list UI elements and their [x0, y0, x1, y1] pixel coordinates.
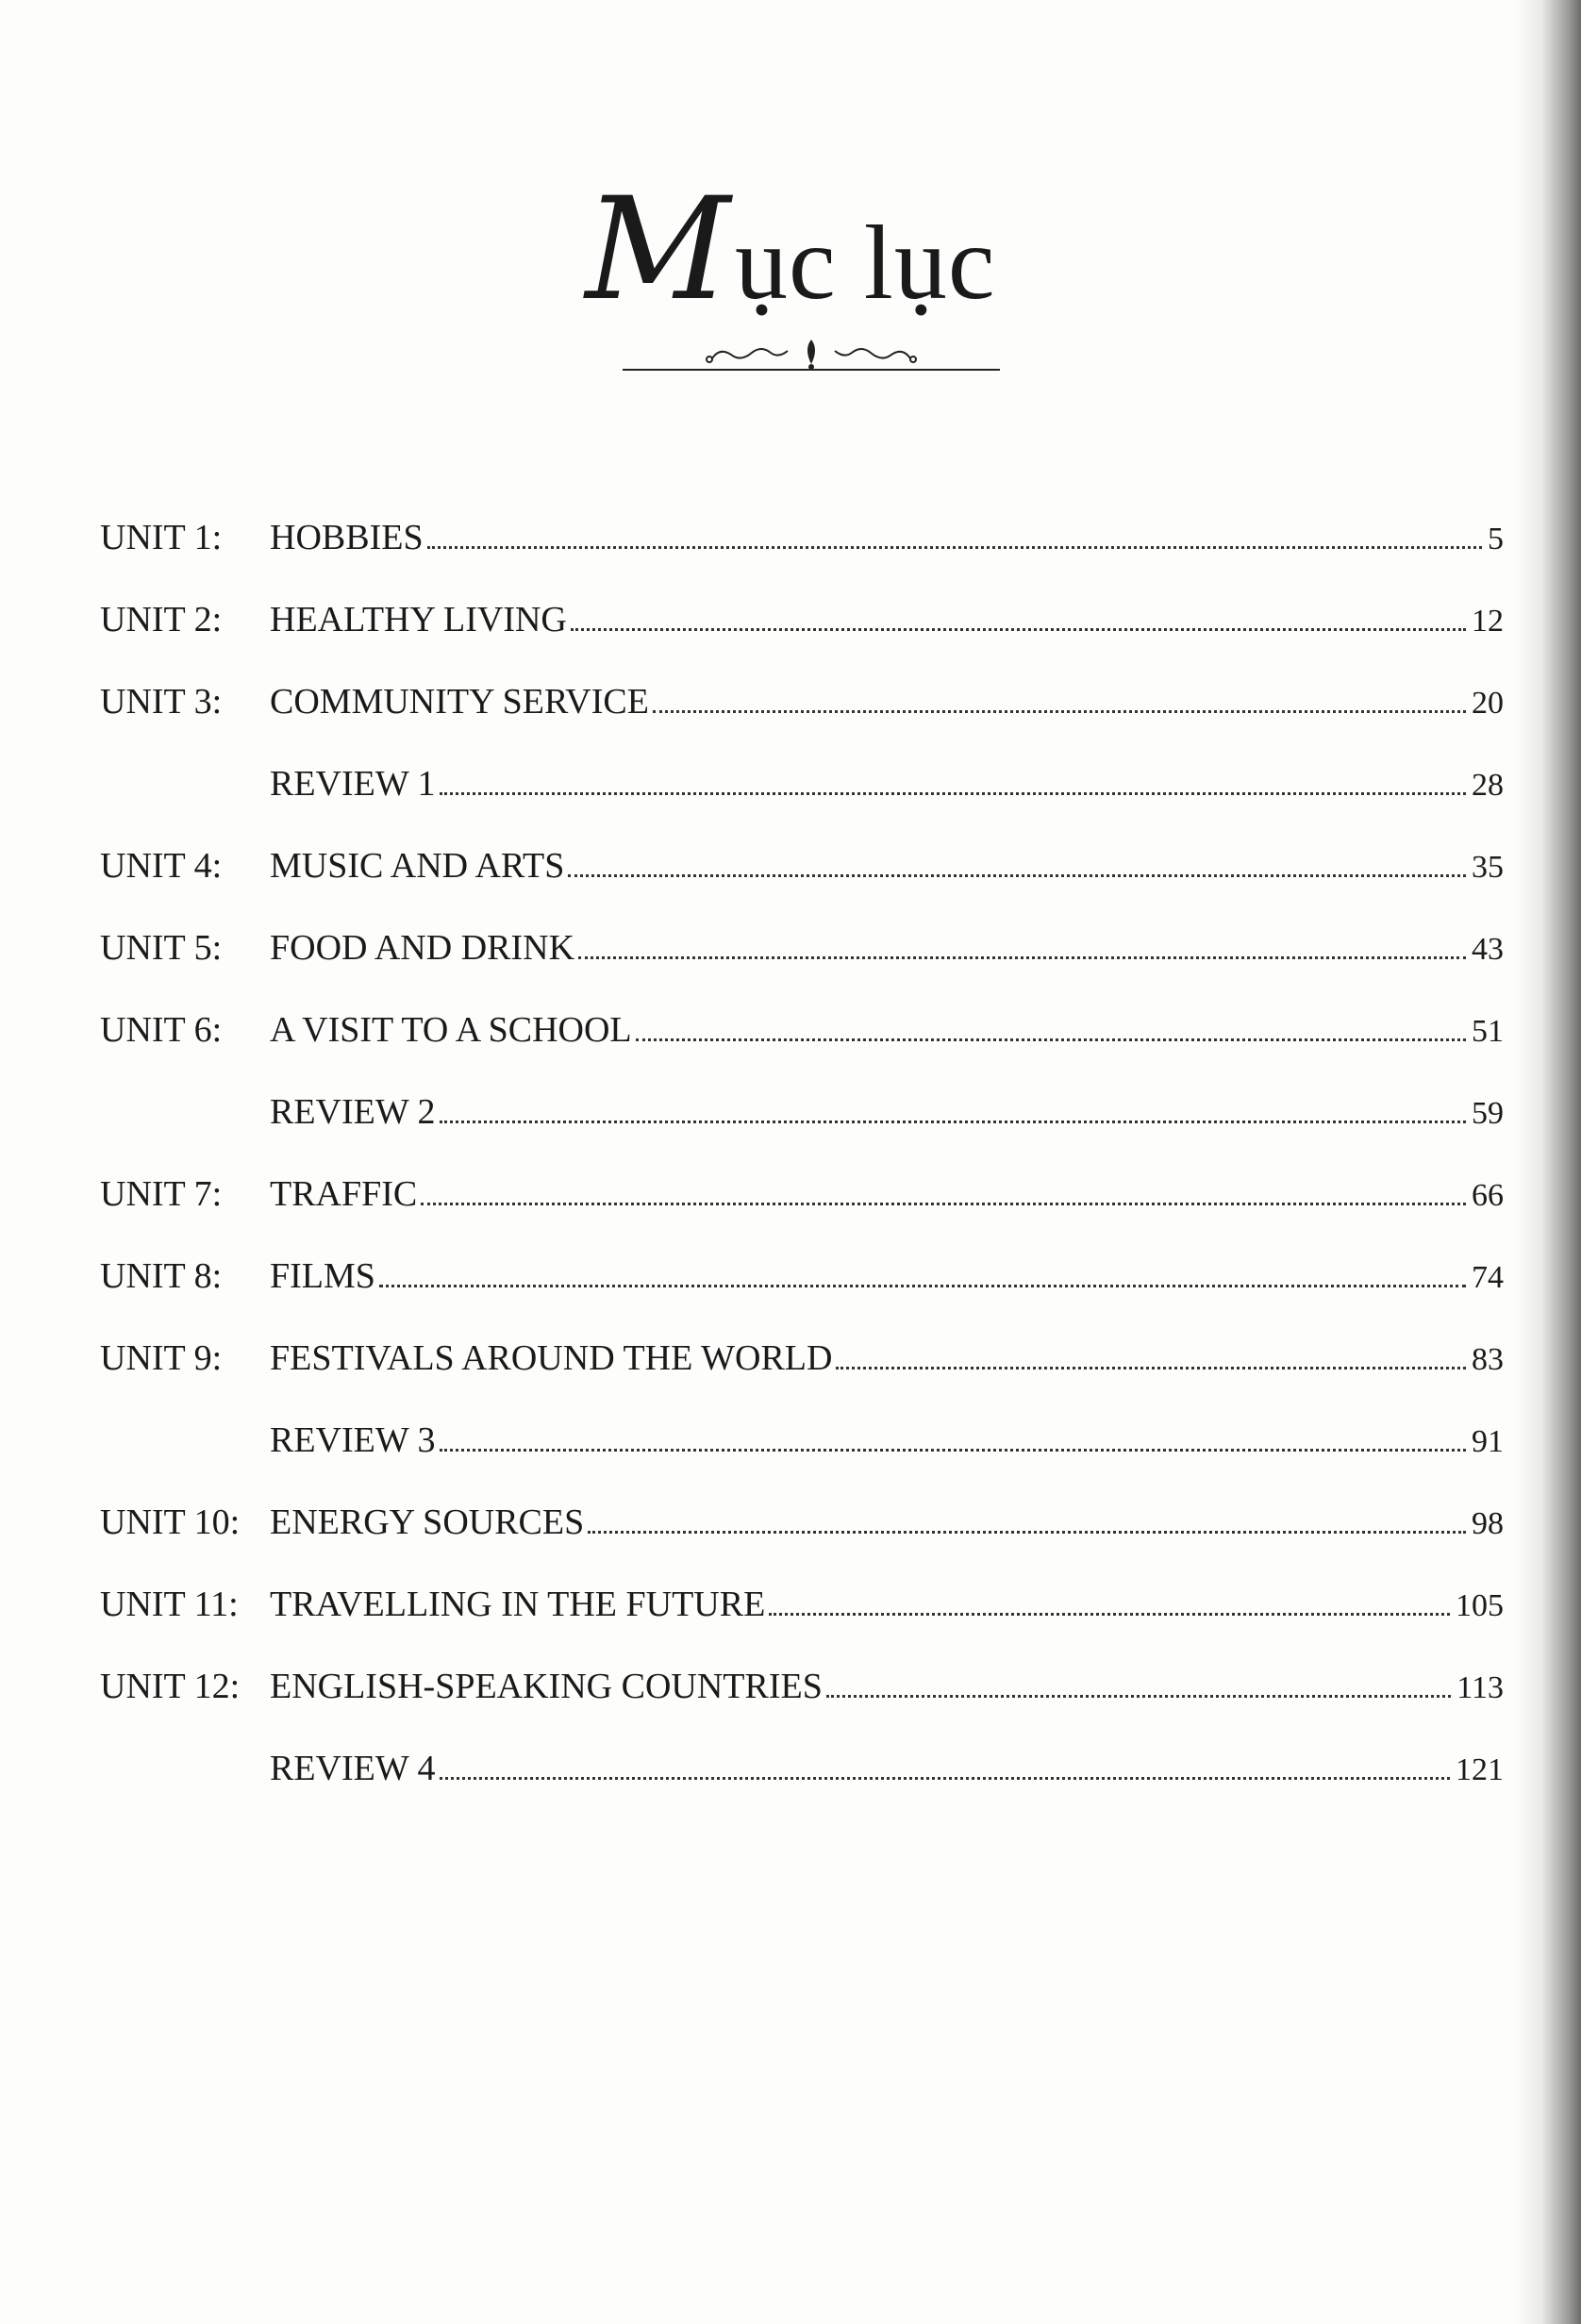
toc-dot-leader [588, 1531, 1466, 1534]
toc-row[interactable] [100, 517, 1504, 599]
toc-dot-leader [571, 628, 1466, 631]
toc-title: FILMS [270, 1256, 375, 1296]
toc-title: HOBBIES [270, 518, 424, 557]
toc-unit-label: UNIT 6: [100, 1010, 223, 1050]
toc-dot-leader [379, 1285, 1466, 1287]
toc-page-number: 66 [1472, 1178, 1504, 1213]
toc-row[interactable] [100, 599, 1504, 681]
toc-unit-label: UNIT 9: [100, 1338, 223, 1378]
toc-dot-leader [440, 1777, 1450, 1780]
toc-dot-leader [653, 710, 1466, 713]
toc-row[interactable] [100, 1173, 1504, 1255]
toc-dot-leader [826, 1695, 1451, 1698]
toc-row[interactable] [100, 763, 1504, 845]
toc-row[interactable] [100, 681, 1504, 763]
toc-unit-label: UNIT 2: [100, 600, 223, 639]
toc-page-number: 35 [1472, 850, 1504, 885]
toc-page-number: 12 [1472, 604, 1504, 639]
toc-dot-leader [578, 956, 1466, 959]
toc-row[interactable] [100, 845, 1504, 927]
toc-title: REVIEW 4 [270, 1749, 436, 1788]
toc-title: ENGLISH-SPEAKING COUNTRIES [270, 1667, 823, 1706]
toc-dot-leader [769, 1613, 1450, 1616]
toc-unit-label: UNIT 3: [100, 682, 223, 722]
toc-row[interactable] [100, 1748, 1504, 1830]
toc-row[interactable] [100, 927, 1504, 1009]
toc-dot-leader [440, 1120, 1466, 1123]
toc-dot-leader [440, 1449, 1466, 1452]
toc-page-number: 28 [1472, 768, 1504, 803]
toc-unit-label: UNIT 8: [100, 1256, 223, 1296]
toc-page-number: 5 [1488, 522, 1504, 556]
toc-row[interactable] [100, 1091, 1504, 1173]
table-of-contents [100, 517, 1504, 1830]
toc-dot-leader [427, 546, 1482, 549]
toc-page-number: 74 [1472, 1260, 1504, 1295]
toc-unit-label: UNIT 4: [100, 846, 223, 886]
toc-title: TRAFFIC [270, 1174, 418, 1214]
toc-unit-label: UNIT 12: [100, 1667, 241, 1706]
toc-unit-label: UNIT 5: [100, 928, 223, 968]
toc-page-number: 121 [1456, 1752, 1504, 1787]
toc-row[interactable] [100, 1337, 1504, 1419]
ornament-divider-icon [623, 332, 1000, 379]
toc-title: FESTIVALS AROUND THE WORLD [270, 1338, 833, 1378]
toc-title: A VISIT TO A SCHOOL [270, 1010, 632, 1050]
toc-title: MUSIC AND ARTS [270, 846, 565, 886]
toc-dot-leader [836, 1367, 1466, 1370]
toc-page-number: 51 [1472, 1014, 1504, 1049]
toc-unit-label: UNIT 1: [100, 518, 223, 557]
toc-unit-label: UNIT 11: [100, 1585, 239, 1624]
title-text: ục lục [735, 205, 996, 322]
toc-dot-leader [421, 1203, 1466, 1205]
toc-title: COMMUNITY SERVICE [270, 682, 649, 722]
toc-dot-leader [568, 874, 1466, 877]
toc-page-number: 91 [1472, 1424, 1504, 1459]
toc-dot-leader [440, 792, 1466, 795]
toc-row[interactable] [100, 1584, 1504, 1666]
toc-title: HEALTHY LIVING [270, 600, 567, 639]
page-title [0, 168, 1581, 332]
toc-page-number: 113 [1456, 1670, 1504, 1705]
toc-row[interactable] [100, 1502, 1504, 1584]
toc-row[interactable] [100, 1255, 1504, 1337]
toc-title: TRAVELLING IN THE FUTURE [270, 1585, 766, 1624]
toc-unit-label: UNIT 7: [100, 1174, 223, 1214]
toc-title: FOOD AND DRINK [270, 928, 575, 968]
toc-title: REVIEW 2 [270, 1092, 436, 1132]
toc-title: ENERGY SOURCES [270, 1502, 585, 1542]
toc-page-number: 59 [1472, 1096, 1504, 1131]
toc-page-number: 20 [1472, 686, 1504, 721]
toc-title: REVIEW 1 [270, 764, 436, 804]
toc-page-number: 105 [1456, 1588, 1504, 1623]
toc-page-number: 43 [1472, 932, 1504, 967]
toc-unit-label: UNIT 10: [100, 1502, 241, 1542]
toc-title: REVIEW 3 [270, 1420, 436, 1460]
toc-row[interactable] [100, 1419, 1504, 1502]
toc-row[interactable] [100, 1009, 1504, 1091]
toc-row[interactable] [100, 1666, 1504, 1748]
page-edge-shadow [1515, 0, 1581, 2324]
toc-page-number: 83 [1472, 1342, 1504, 1377]
title-initial: M [585, 168, 732, 332]
toc-page-number: 98 [1472, 1506, 1504, 1541]
toc-dot-leader [636, 1038, 1466, 1041]
